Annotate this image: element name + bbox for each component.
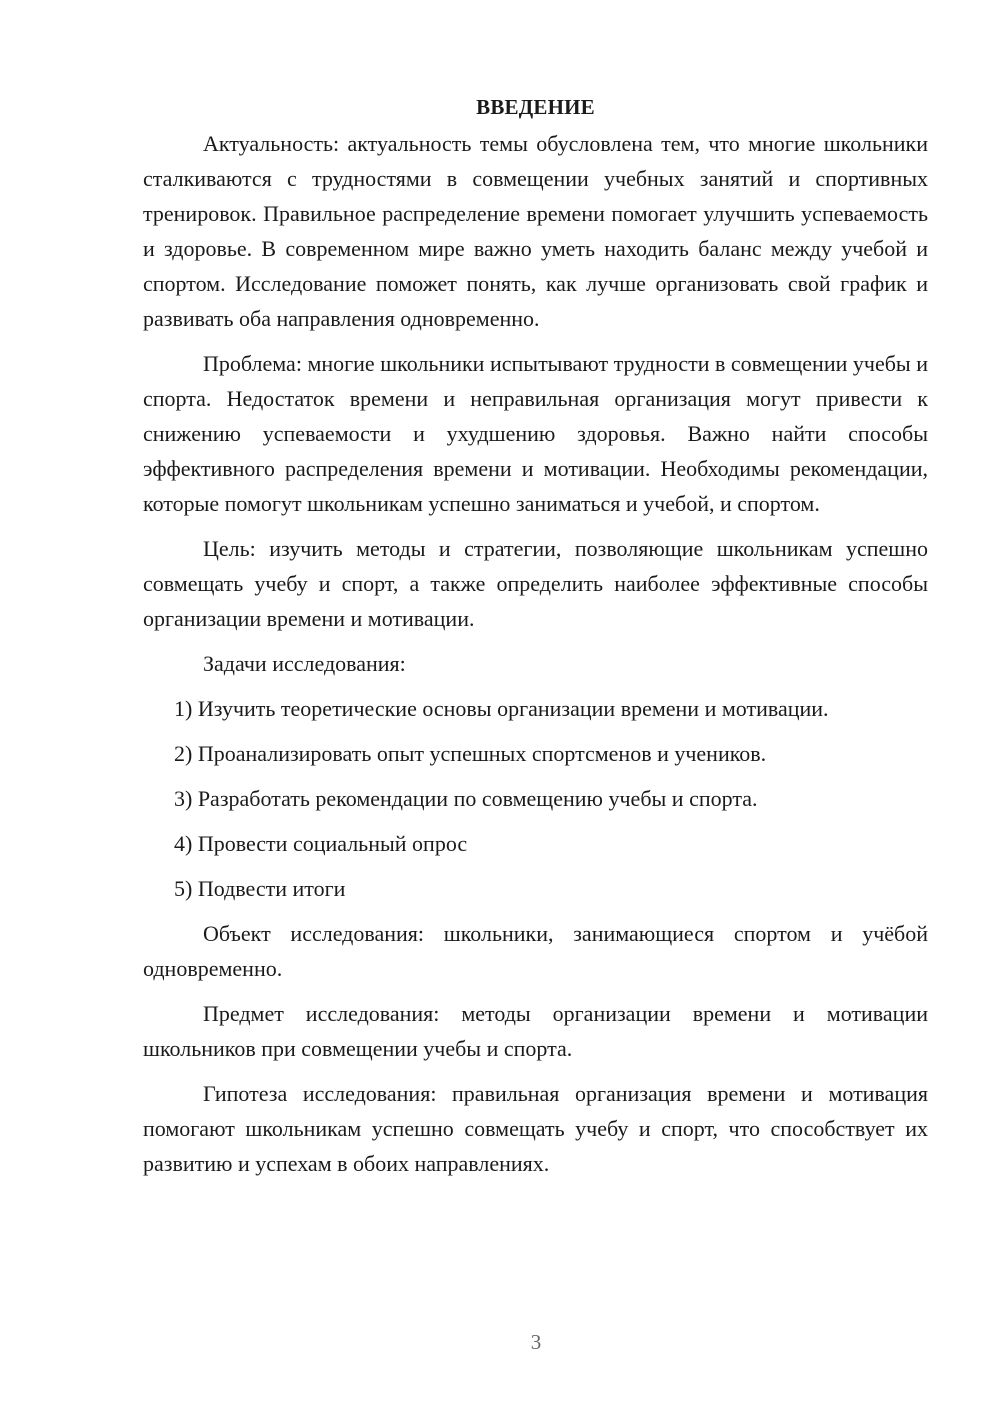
page-title: ВВЕДЕНИЕ	[476, 95, 595, 119]
tasks-list	[143, 691, 928, 906]
tasks-title: Задачи исследования:	[203, 651, 406, 676]
relevance-paragraph: Актуальность: актуальность темы обусловлена тем, что многие школьники сталкиваются с трудностями в совмещении учебных занятий и спортивных тренировок. Правильное распределение времени помогает улучшить успеваемость и здоровье. В современном мире важно уметь находить баланс между учебой и спортом. Исследование поможет понять, как лучше организовать свой график и развивать оба направления одновременно.	[143, 131, 928, 331]
task-item: 5) Подвести итоги	[174, 876, 346, 901]
goal-paragraph: Цель: изучить методы и стратегии, позволяющие школьникам успешно совмещать учебу и спорт, а также определить наиболее эффективные способы организации времени и мотивации.	[143, 536, 928, 631]
task-item: 3) Разработать рекомендации по совмещению учебы и спорта.	[174, 786, 758, 811]
document-page	[143, 92, 928, 1191]
page-number: 3	[530, 1330, 542, 1354]
task-item: 2) Проанализировать опыт успешных спортсменов и учеников.	[174, 741, 767, 766]
problem-paragraph: Проблема: многие школьники испытывают трудности в совмещении учебы и спорта. Недостаток времени и неправильная организация могут привести к снижению успеваемости и ухудшению здоровья. Важно найти способы эффективного распределения времени и мотивации. Необходимы рекомендации, которые помогут школьникам успешно заниматься и учебой, и спортом.	[143, 351, 928, 516]
hypothesis-paragraph: Гипотеза исследования: правильная организация времени и мотивация помогают школьникам успешно совмещать учебу и спорт, что способствует их развитию и успехам в обоих направлениях.	[143, 1081, 928, 1176]
task-item: 4) Провести социальный опрос	[174, 831, 468, 856]
subject-paragraph: Предмет исследования: методы организации времени и мотивации школьников при совмещении учебы и спорта.	[143, 1001, 928, 1061]
task-item: 1) Изучить теоретические основы организации времени и мотивации.	[174, 696, 829, 721]
object-paragraph: Объект исследования: школьники, занимающиеся спортом и учёбой одновременно.	[143, 921, 928, 981]
